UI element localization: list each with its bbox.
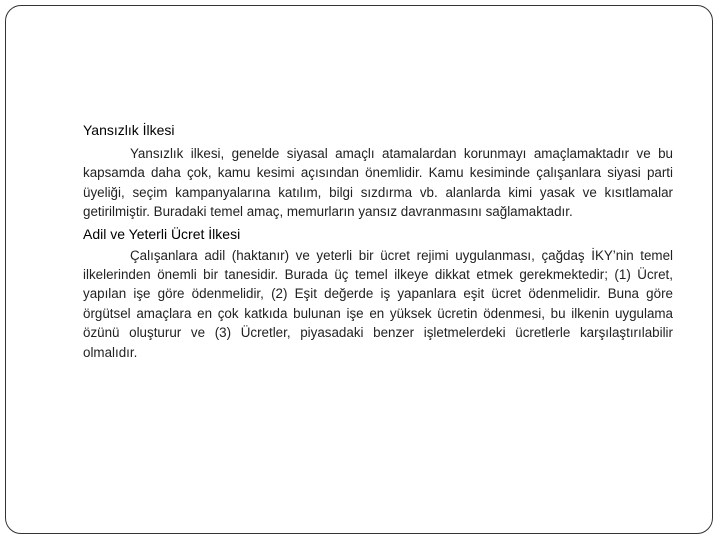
- section-body-impartiality: Yansızlık ilkesi, genelde siyasal amaçlı atamalardan korunmayı amaçlamaktadır ve bu kapsamda daha çok, kamu kesimi açısından önemlidir. Kamu kesiminde çalışanlara siyasi parti üyeliği, seçim kampanyalarına katılım, bilgi sızdırma vb. alanlarda kimi yasak ve kısıtlamalar getirilmiştir. Buradaki temel amaç, memurların yansız davranmasını sağlamaktadır.: [83, 146, 673, 220]
- section-heading-impartiality: Yansızlık İlkesi: [83, 122, 175, 138]
- section-heading-fair-wage: Adil ve Yeterli Ücret İlkesi: [83, 225, 241, 242]
- section-body-fair-wage: Çalışanlara adil (haktanır) ve yeterli bir ücret rejimi uygulanması, çağdaş İKY’nin temel ilkelerinden önemli bir tanesidir. Burada üç temel ilkeye dikkat etmek gerekmektedir; (1) Ücret, yapılan işe göre ödenmelidir, (2) Eşit değerde iş yapanlara eşit ücret ödenmelidir. Buna göre örgütsel amaçlara en çok katkıda bulunan işe en yüksek ücretin ödenmesi, bu ilkenin uygulama özünü oluşturur ve (3) Ücretler, piyasadaki benzer işletmelerdeki ücretlerle karşılaştırılabilir olmalıdır.: [83, 247, 673, 360]
- slide-content: [83, 121, 673, 362]
